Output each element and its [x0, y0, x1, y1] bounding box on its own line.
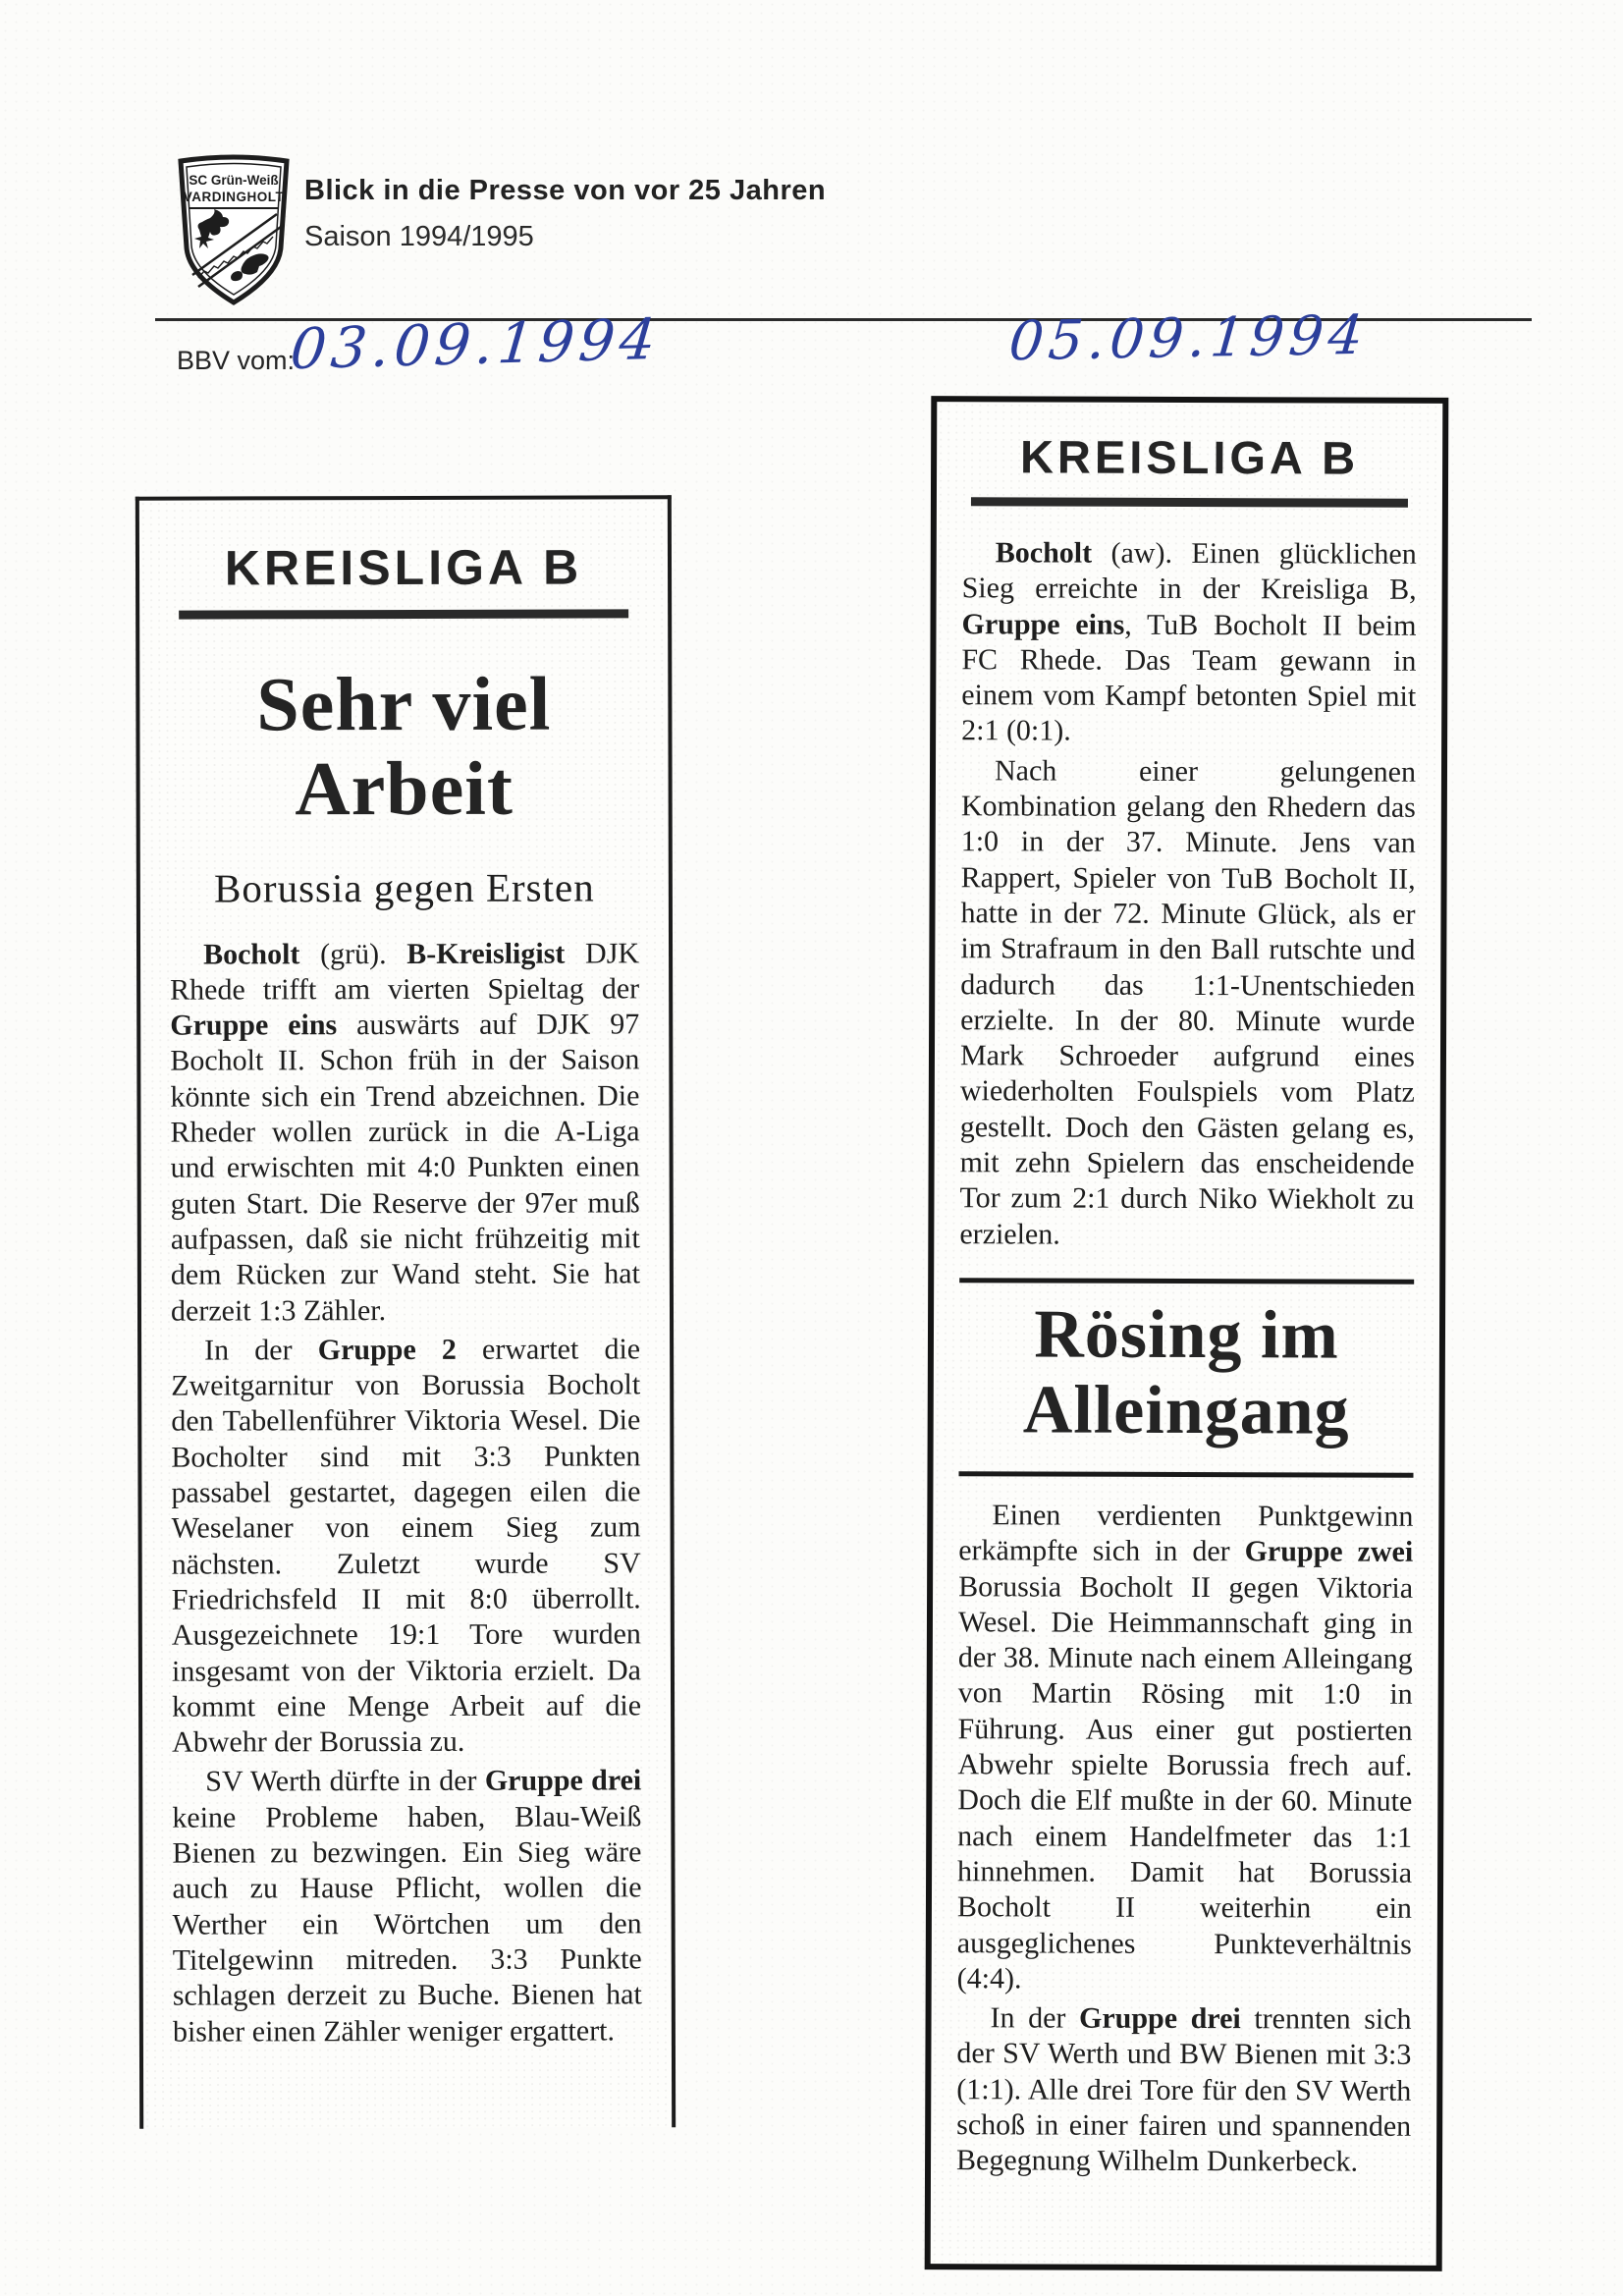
newspaper-clipping-right [925, 396, 1449, 2271]
article-paragraph: Bocholt (aw). Einen glücklichen Sieg erreichte in der Kreisliga B, Gruppe eins, TuB Bocholt II beim FC Rhede. Das Team gewann in einem vom Kampf betonten Spiel mit 2:1 (0:1). [961, 536, 1417, 748]
newspaper-clipping-left [135, 495, 676, 2128]
badge-club-name-line2: VARDINGHOLT [183, 190, 285, 204]
page-header [304, 175, 826, 253]
headline-line: Rösing im [1034, 1296, 1339, 1374]
headline-line: Alleingang [1022, 1372, 1350, 1449]
handwritten-date-right: 05.09.1994 [1006, 302, 1371, 373]
page-title: Blick in die Presse von vor 25 Jahren [304, 175, 827, 206]
kicker-underline [179, 609, 629, 619]
article-paragraph: Nach einer gelungenen Kombination gelang den Rhedern das 1:0 in der 37. Minute. Jens van Rappert, Spieler von TuB Bocholt II, hatte in der 72. Minute Glück, als er im Strafraum in den Ball rutschte und dadurch das 1:1-Unentschieden erzielte. In der 80. Minute wurde Mark Schroeder aufgrund eines wiederholten Foulspiels vom Platz gestellt. Doch den Gästen gelang es, mit zehn Spielern das enscheidende Tor zum 2:1 durch Niko Wiekholt zu erzielen. [959, 754, 1417, 1251]
club-crest-icon [173, 153, 295, 308]
headline-line: Arbeit [295, 744, 514, 832]
section-kicker: KREISLIGA B [1019, 430, 1360, 484]
headline-line: Sehr viel [256, 660, 552, 747]
page-subtitle: Saison 1994/1995 [304, 221, 534, 252]
second-article-headline-block [958, 1278, 1414, 1478]
handwritten-date-left: 03.09.1994 [287, 306, 664, 383]
section-kicker: KREISLIGA B [224, 539, 583, 596]
article-paragraph: Einen verdienten Punktgewinn erkämpfte sich in der Gruppe zwei Borussia Bocholt II gegen Viktoria Wesel. Die Heimmannschaft ging in der 38. Minute nach einem Alleingang von Martin Rösing mit 1:0 in Führung. Aus einer gut postierten Abwehr spielte Borussia frech auf. Doch die Elf mußte in der 60. Minute nach einem Handelfmeter das 1:1 hinnehmen. Damit hat Borussia Bocholt II weiterhin ein ausgeglichenes Punkteverhältnis (4:4). [956, 1499, 1414, 1995]
source-date-label: BBV vom: [177, 346, 296, 375]
article-subhead: Borussia gegen Ersten [213, 864, 595, 911]
article-headline [959, 1296, 1415, 1449]
club-badge [173, 153, 295, 308]
article-body [170, 936, 642, 2050]
article-headline [169, 661, 638, 831]
article-paragraph: SV Werth dürfte in der Gruppe drei keine Probleme haben, Blau-Weiß Bienen zu bezwingen. Ein Sieg wäre auch zu Hause Pflicht, wollen die Werther ein Wörtchen um den Titelgewinn mitreden. 3:3 Punkte schlagen derzeit zu Buche. Bienen hat bisher einen Zähler weniger ergattert. [172, 1764, 642, 2049]
article-body-top [959, 535, 1417, 1254]
article-paragraph: Bocholt (grü). B-Kreisligist DJK Rhede trifft am vierten Spieltag der Gruppe eins auswärts auf DJK 97 Bocholt II. Schon früh in der Saison könnte sich ein Trend abzeichnen. Die Rheder wollen zurück in die A-Liga und erwischten mit 4:0 Punkten einen guten Start. Die Reserve der 97er muß aufpassen, daß sie nicht frühzeitig mit dem Rücken zur Wand steht. Sie hat derzeit 1:3 Zähler. [170, 936, 640, 1328]
article-paragraph: In der Gruppe 2 erwartet die Zweitgarnitur von Borussia Bocholt den Tabellenführer Viktoria Wesel. Die Bocholter sind mit 3:3 Punkten passabel gestartet, dagegen eilen die Weselaner von einem Sieg zum nächsten. Zuletzt wurde SV Friedrichsfeld II mit 8:0 überrollt. Ausgezeichnete 19:1 Tore wurden insgesamt von der Viktoria erzielt. Da kommt eine Menge Arbeit auf die Abwehr der Borussia zu. [171, 1333, 642, 1759]
article-body-bottom [956, 1498, 1413, 2180]
badge-club-name-line1: SC Grün-Weiß [189, 173, 279, 188]
article-paragraph: In der Gruppe drei trennten sich der SV Werth und BW Bienen mit 3:3 (1:1). Alle drei Tore für den SV Werth schoß in einer fairen und spannenden Begegnung Wilhelm Dunkerbeck. [956, 2001, 1412, 2178]
kicker-underline [971, 497, 1407, 508]
